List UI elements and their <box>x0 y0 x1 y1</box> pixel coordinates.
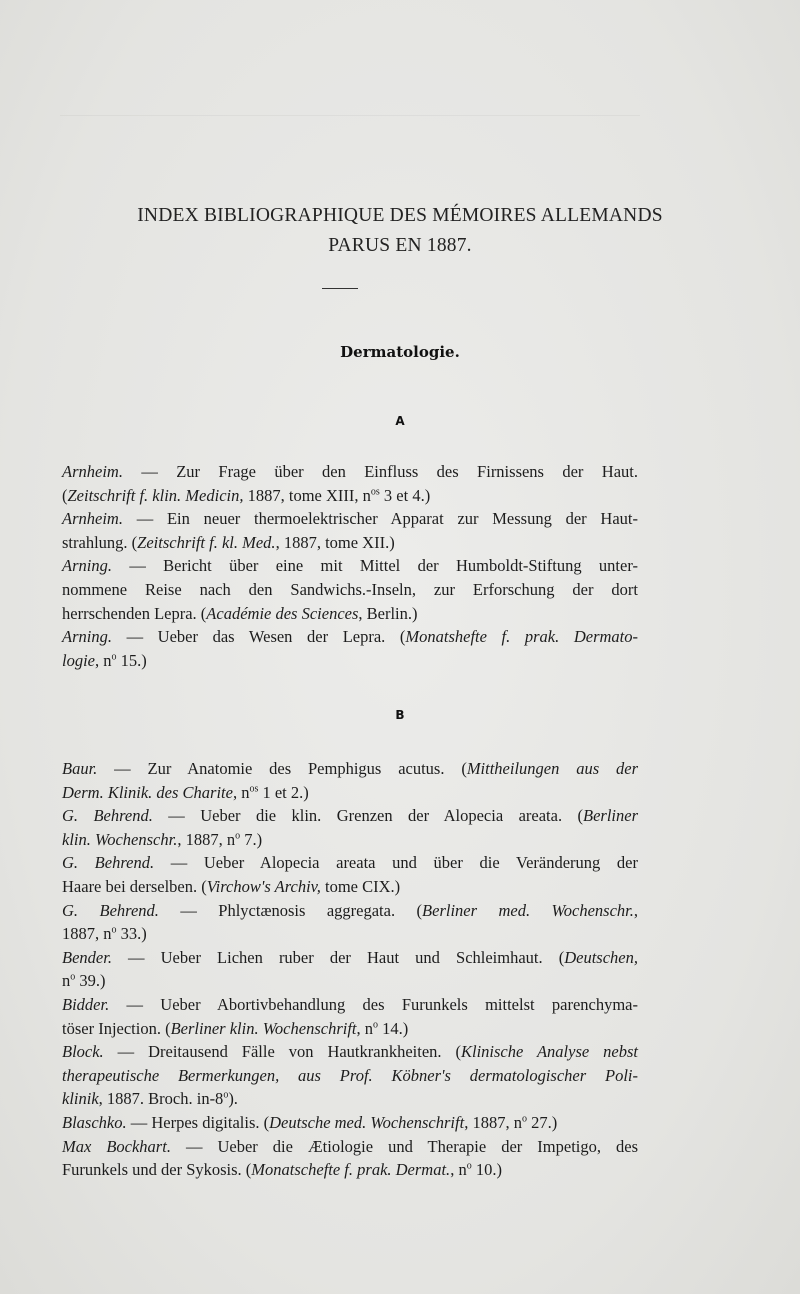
entry-text: Haare bei derselben. ( <box>62 876 207 896</box>
entry-text: 14.) <box>378 1018 409 1038</box>
entry-author: Arning. <box>62 556 112 576</box>
entry-line <box>62 804 638 828</box>
entry-text: Furunkels und der Sykosis. ( <box>62 1160 252 1180</box>
entry-author: G. Behrend. <box>62 853 155 873</box>
entry-journal: Deutschen, <box>564 947 638 967</box>
entry-line <box>62 1040 638 1064</box>
entry-line <box>62 993 638 1017</box>
entry-text: — Ueber die klin. Grenzen der Alopecia areata. ( <box>152 806 583 826</box>
entry-journal: Derm. Klinik. des Charite <box>62 782 233 802</box>
entry-line <box>62 1087 638 1111</box>
entry-line <box>62 1135 638 1159</box>
entry-journal: Virchow's Archiv, <box>206 876 321 896</box>
entry-journal: Berliner klin. Wochenschrift <box>170 1018 357 1038</box>
entry-text: herrschenden Lepra. ( <box>62 603 207 623</box>
entry-text: — Bericht über eine mit Mittel der Humboldt-Stiftung unter- <box>111 556 638 576</box>
entry-superscript: os <box>249 783 259 795</box>
entry-line <box>62 757 638 781</box>
entry-text: — Phlyctænosis aggregata. ( <box>158 900 423 920</box>
bibliography-entry <box>62 1135 638 1182</box>
entry-line <box>62 460 638 484</box>
bibliography-entry <box>62 993 638 1040</box>
entry-superscript: o <box>235 830 241 842</box>
entry-text: tome CIX.) <box>320 876 401 896</box>
entry-superscript: o <box>111 924 117 936</box>
entry-author: Bidder. <box>62 994 110 1014</box>
entry-superscript: os <box>370 486 380 498</box>
entry-text: — Ueber Lichen ruber der Haut und Schleimhaut. ( <box>111 947 565 967</box>
page-title-line-1: INDEX BIBLIOGRAPHIQUE DES MÉMOIRES ALLEMANDS <box>137 205 663 226</box>
entry-journal: therapeutische Bermerkungen, aus Prof. Köbner's dermatologischer Poli- <box>62 1065 638 1085</box>
entry-line <box>62 531 638 555</box>
page-title-line-2: PARUS EN 1887. <box>328 235 472 256</box>
entry-text: , n <box>450 1160 467 1180</box>
entry-line <box>62 602 638 626</box>
entry-author: G. Behrend. <box>62 806 153 826</box>
entry-line <box>62 578 638 602</box>
entry-text: 1887, tome XIII, n <box>243 485 371 505</box>
entry-text: — Ueber die Ætiologie und Therapie der Impetigo, des <box>170 1136 638 1156</box>
entry-journal: Zeitschrift f. kl. Med. <box>137 532 276 552</box>
entry-author: Arnheim. <box>62 509 123 529</box>
entry-author: Max Bockhart. <box>62 1136 171 1156</box>
entry-text: , 1887, n <box>464 1112 522 1132</box>
entries-group-b <box>62 757 638 1182</box>
entry-author: Arnheim. <box>62 462 123 481</box>
entry-line <box>62 875 638 899</box>
entry-text: , n <box>95 650 112 670</box>
entry-text: 15.) <box>116 650 147 670</box>
entry-text: , n <box>356 1018 373 1038</box>
entry-text: 7.) <box>240 829 263 849</box>
entry-journal: logie <box>62 650 95 670</box>
entry-line <box>62 507 638 531</box>
bleed-through <box>60 95 640 116</box>
entry-superscript: o <box>521 1113 527 1125</box>
bibliography-entry <box>62 1111 638 1135</box>
entry-journal: Monatschefte f. prak. Dermat. <box>251 1160 451 1180</box>
bibliography-entry <box>62 554 638 625</box>
group-letter-a: A <box>395 414 405 428</box>
entry-line <box>62 625 638 649</box>
bibliography-entry <box>62 804 638 851</box>
title-divider <box>322 288 358 289</box>
entry-superscript: o <box>466 1160 472 1172</box>
entry-text: — Herpes digitalis. ( <box>126 1112 270 1132</box>
entry-author: Blaschko. <box>62 1112 127 1132</box>
entry-line <box>62 899 638 923</box>
entry-text: 33.) <box>116 924 147 944</box>
entry-line <box>62 851 638 875</box>
entries-group-a <box>62 460 638 672</box>
entry-text: n <box>62 971 71 991</box>
entry-text: — Zur Frage über den Einfluss des Firnissens der Haut. <box>122 462 638 481</box>
entry-superscript: o <box>373 1019 378 1031</box>
bibliography-entry <box>62 460 638 507</box>
entry-line <box>62 1158 638 1182</box>
entry-text: , 1887, tome XII.) <box>275 532 395 552</box>
entry-text: ). <box>228 1089 238 1109</box>
entry-journal: Mittheilungen aus der <box>466 759 638 778</box>
entry-author: G. Behrend. <box>62 900 159 920</box>
entry-text: strahlung. ( <box>62 532 138 552</box>
entry-journal: Zeitschrift f. klin. Medicin, <box>67 485 244 505</box>
group-letter-b: B <box>395 708 405 722</box>
entry-text: töser Injection. ( <box>62 1018 171 1038</box>
entry-line <box>62 781 638 805</box>
entry-author: Bender. <box>62 947 112 967</box>
entry-journal: Berliner <box>583 806 638 826</box>
entry-text: — Ein neuer thermoelektrischer Apparat zur Messung der Haut- <box>122 509 638 529</box>
entry-journal: Berliner med. Wochenschr. <box>422 900 634 920</box>
entry-journal: Académie des Sciences <box>206 603 359 623</box>
entry-line <box>62 922 638 946</box>
entry-text: 3 et 4.) <box>379 485 431 505</box>
entry-journal: klin. Wochenschr. <box>62 829 178 849</box>
entry-text: , 1887, n <box>177 829 236 849</box>
entry-text: , 1887. Broch. in-8 <box>98 1089 224 1109</box>
entry-text: — Ueber das Wesen der Lepra. ( <box>111 627 406 647</box>
entry-text: — Zur Anatomie des Pemphigus acutus. ( <box>97 759 467 778</box>
entry-line <box>62 946 638 970</box>
bibliography-entry <box>62 851 638 898</box>
entry-text: 1 et 2.) <box>258 782 309 802</box>
entry-text: 1887, n <box>62 924 112 944</box>
entry-line <box>62 1064 638 1088</box>
bibliography-entry <box>62 625 638 672</box>
bibliography-entry <box>62 507 638 554</box>
entry-text: nommene Reise nach den Sandwichs.-Inseln, zur Erforschung der dort <box>62 579 638 599</box>
entry-journal: klinik <box>62 1089 99 1109</box>
entry-line <box>62 649 638 673</box>
entry-author: Baur. <box>62 759 98 778</box>
entry-line <box>62 969 638 993</box>
entry-line <box>62 1017 638 1041</box>
entry-text: — Ueber Alopecia areata und über die Veränderung der <box>154 853 638 873</box>
entry-author: Arning. <box>62 627 112 647</box>
entry-text: 10.) <box>471 1160 502 1180</box>
entry-text: , n <box>232 782 250 802</box>
bibliography-entry <box>62 946 638 993</box>
entry-text: 27.) <box>526 1112 558 1132</box>
section-heading: Dermatologie. <box>340 343 460 361</box>
bibliography-entry <box>62 757 638 804</box>
entry-text: ( <box>62 485 68 505</box>
entry-journal: Deutsche med. Wochenschrift <box>269 1112 465 1132</box>
entry-text: — Dreitausend Fälle von Hautkrankheiten. ( <box>103 1042 461 1062</box>
entry-line <box>62 828 638 852</box>
entry-text: , Berlin.) <box>358 603 418 623</box>
entry-text: 39.) <box>75 971 106 991</box>
entry-journal: Monatshefte f. prak. Dermato- <box>405 627 638 647</box>
entry-line <box>62 484 638 508</box>
bibliography-entry <box>62 1040 638 1111</box>
entry-journal: Klinische Analyse nebst <box>460 1042 638 1062</box>
entry-text: , <box>633 900 639 920</box>
entry-author: Block. <box>62 1042 104 1062</box>
entry-superscript: o <box>70 971 76 983</box>
entry-line <box>62 554 638 578</box>
entry-line <box>62 1111 638 1135</box>
entry-text: — Ueber Abortivbehandlung des Furunkels mittelst parenchyma- <box>109 994 638 1014</box>
entry-superscript: o <box>223 1089 229 1101</box>
bibliography-entry <box>62 899 638 946</box>
entry-superscript: o <box>111 651 117 663</box>
